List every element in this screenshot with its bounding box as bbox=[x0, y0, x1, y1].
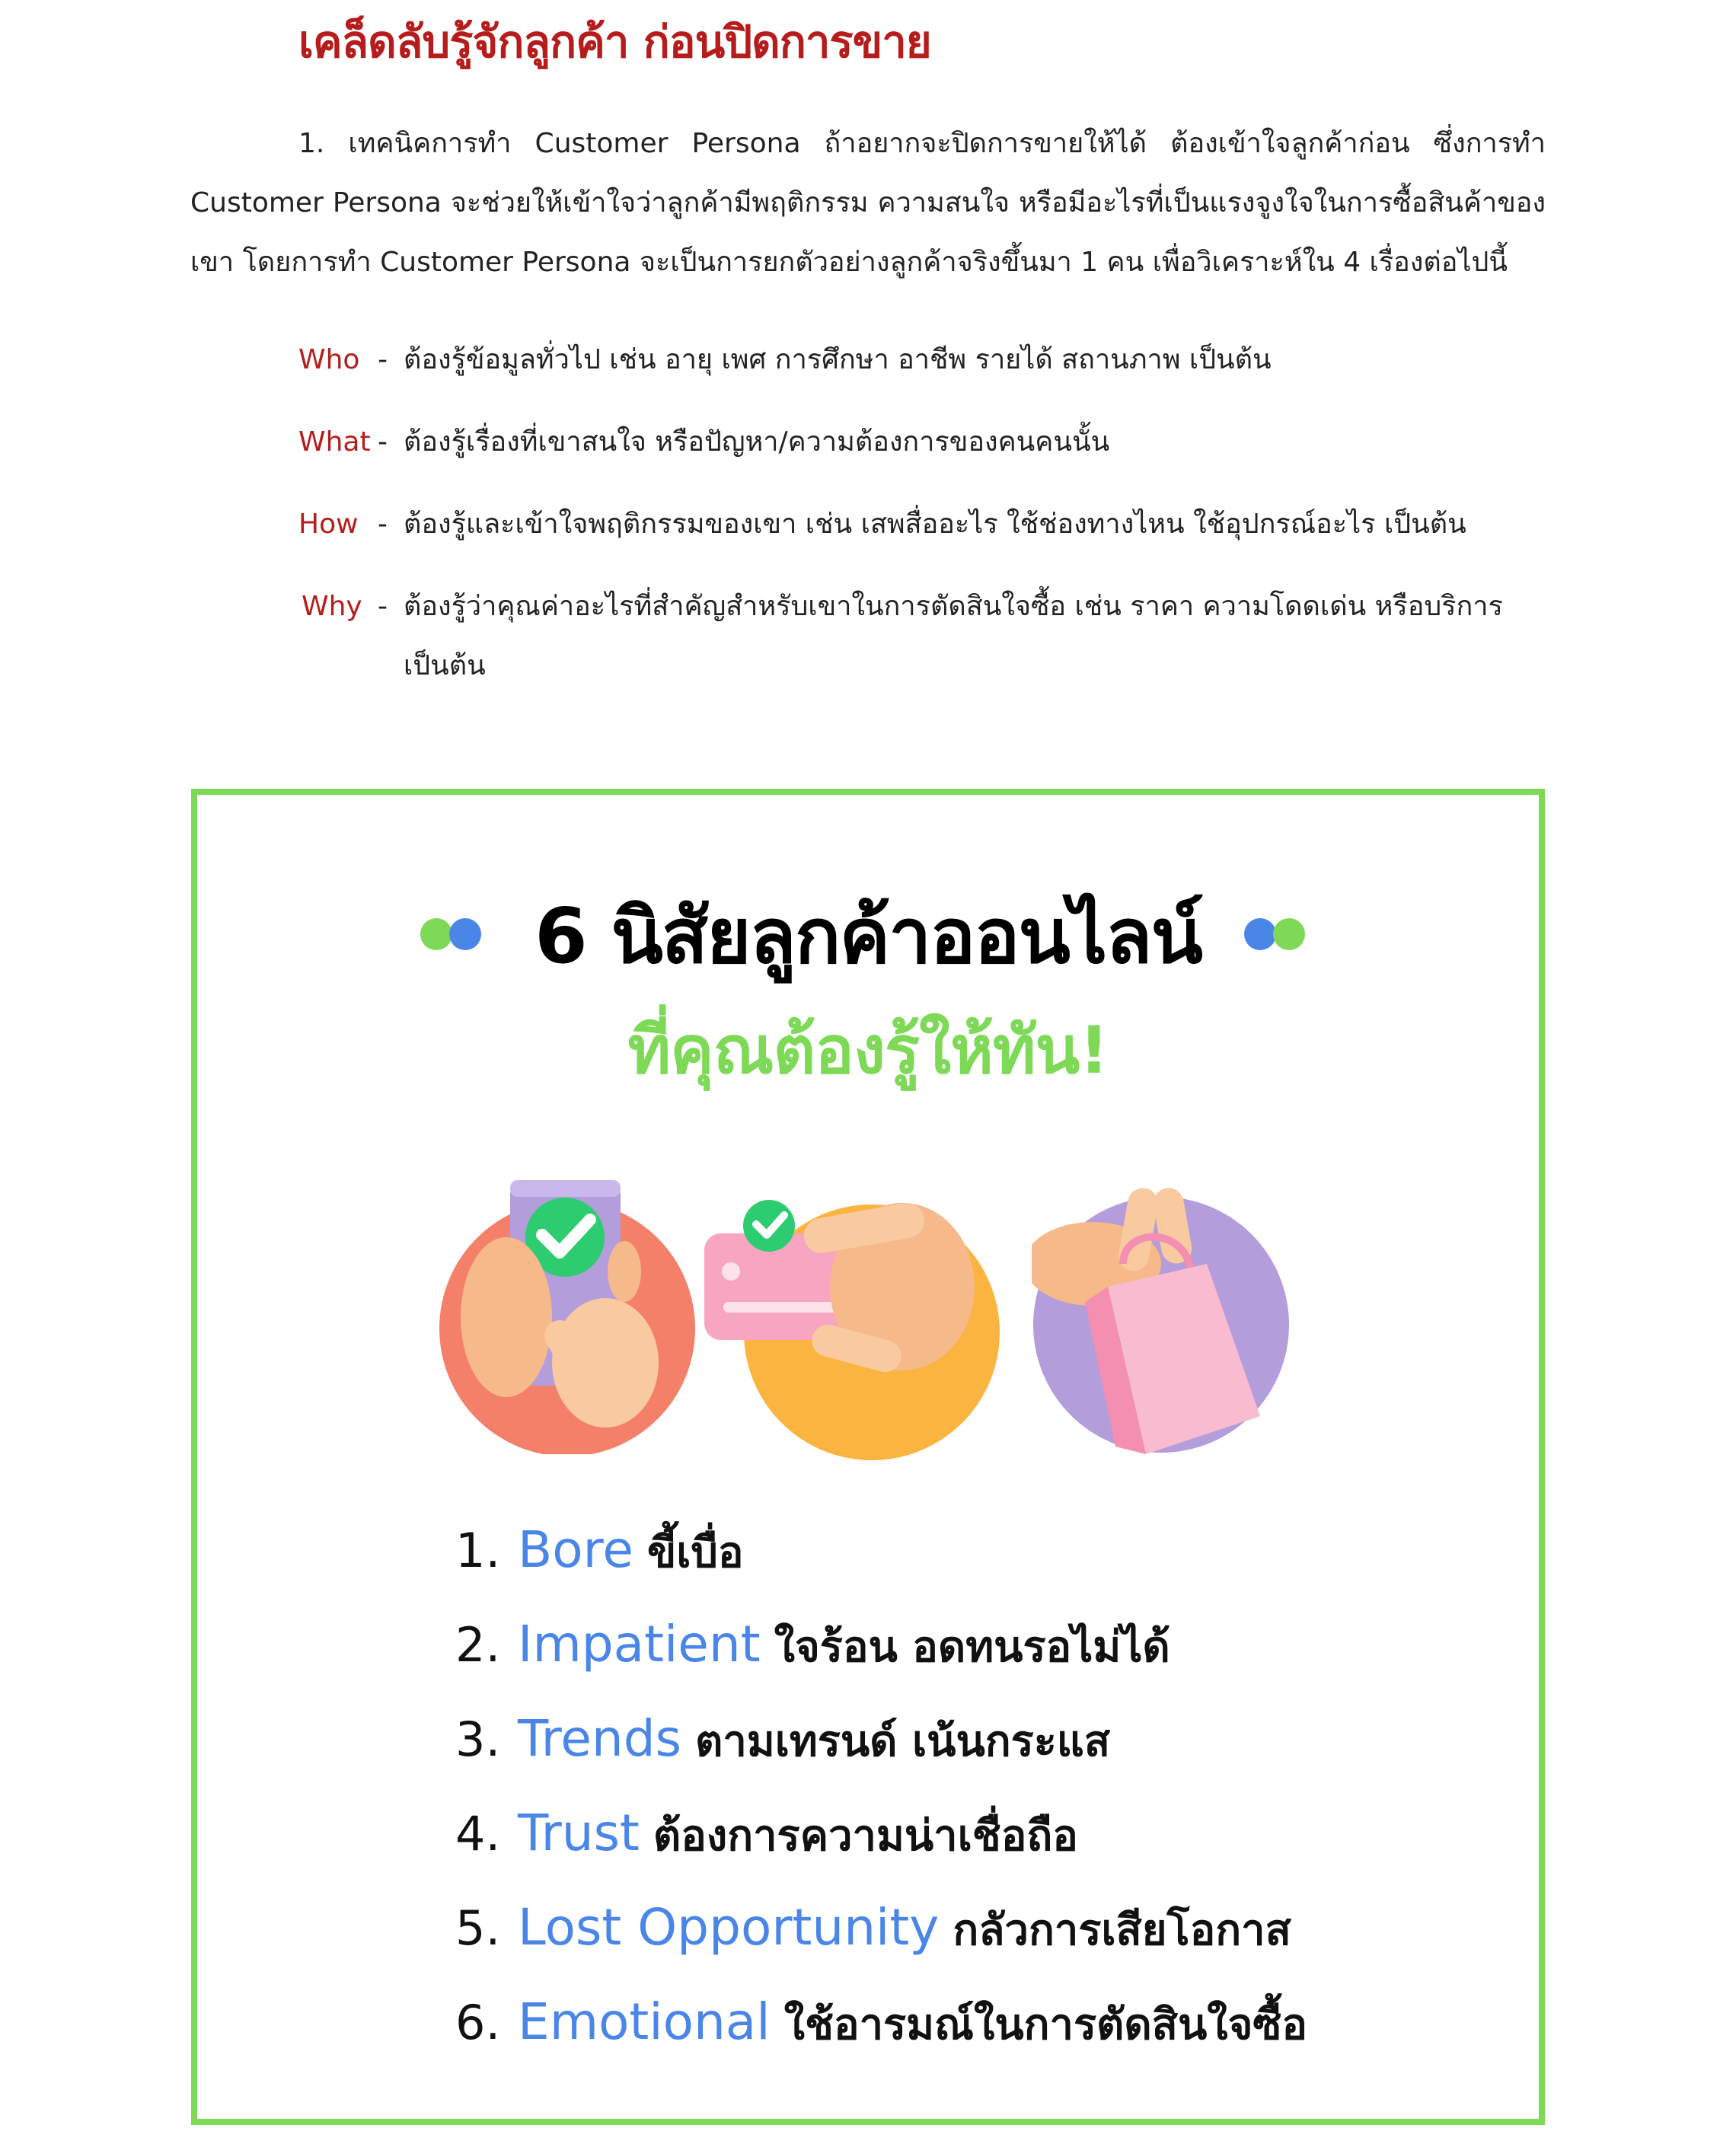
item-english: Bore bbox=[518, 1520, 633, 1579]
list-item bbox=[455, 1515, 1597, 1609]
list-item bbox=[455, 1893, 1597, 1987]
infographic-heading: 6 นิสัยลูกค้าออนไลน์ bbox=[535, 892, 1201, 981]
wh-label: Who bbox=[298, 344, 360, 375]
item-thai: ตามเทรนด์ เน้นกระแส bbox=[695, 1717, 1111, 1766]
item-english: Lost Opportunity bbox=[518, 1898, 940, 1957]
wh-desc: ต้องรู้ว่าคุณค่าอะไรที่สำคัญสำหรับเขาในการตัดสินใจซื้อ เช่น ราคา ความโดดเด่น หรือบริการ เป็นต้น bbox=[404, 591, 1503, 681]
wh-dash: - bbox=[378, 344, 388, 375]
wh-dash: - bbox=[378, 509, 388, 540]
phone-check-icon bbox=[434, 1165, 700, 1454]
infographic-subheading: ที่คุณต้องรู้ให้ทัน! bbox=[627, 1013, 1109, 1089]
wh-label: Why bbox=[302, 591, 362, 622]
item-english: Emotional bbox=[518, 1992, 771, 2051]
item-english: Impatient bbox=[518, 1615, 761, 1673]
item-number: 1. bbox=[455, 1523, 501, 1578]
item-english: Trends bbox=[518, 1709, 682, 1768]
shopping-bag-icon bbox=[1032, 1172, 1298, 1462]
item-number: 3. bbox=[455, 1712, 501, 1767]
article-title: เคล็ดลับรู้จักลูกค้า ก่อนปิดการขาย bbox=[298, 16, 931, 68]
list-item bbox=[455, 1704, 1597, 1798]
wh-dash: - bbox=[378, 426, 388, 458]
item-thai: กลัวการเสียโอกาส bbox=[953, 1906, 1291, 1955]
credit-card-icon bbox=[697, 1172, 1001, 1462]
wh-desc: ต้องรู้ข้อมูลทั่วไป เช่น อายุ เพศ การศึกษา อาชีพ รายได้ สถานภาพ เป็นต้น bbox=[404, 344, 1272, 375]
list-item bbox=[455, 1987, 1597, 2082]
wh-desc: ต้องรู้และเข้าใจพฤติกรรมของเขา เช่น เสพสื่ออะไร ใช้ช่องทางไหน ใช้อุปกรณ์อะไร เป็นต้น bbox=[404, 509, 1466, 540]
item-english: Trust bbox=[518, 1804, 640, 1862]
wh-dash: - bbox=[378, 591, 388, 622]
item-number: 2. bbox=[455, 1617, 501, 1673]
item-number: 4. bbox=[455, 1806, 501, 1861]
wh-desc: ต้องรู้เรื่องที่เขาสนใจ หรือปัญหา/ความต้องการของคนคนนั้น bbox=[404, 426, 1110, 458]
list-item bbox=[455, 1798, 1597, 1893]
item-number: 6. bbox=[455, 1995, 501, 2050]
item-number: 5. bbox=[455, 1900, 501, 1956]
habits-list bbox=[455, 1515, 1597, 2082]
item-thai: ต้องการความน่าเชื่อถือ bbox=[653, 1811, 1078, 1861]
intro-paragraph: 1. เทคนิคการทำ Customer Persona ถ้าอยากจะปิดการขายให้ได้ ต้องเข้าใจลูกค้าก่อน ซึ่งการทำ Customer Persona จะช่วยให้เข้าใจว่าลูกค้ามีพฤติกรรม ความสนใจ หรือมีอะไรที่เป็นแรงจูงใจในการซื้อสินค้าของเขา โดยการทำ Customer Persona จะเป็นการยกตัวอย่างลูกค้าจริงขึ้นมา 1 คน เพื่อวิเคราะห์ใน 4 เรื่องต่อไปนี้ bbox=[190, 128, 1546, 278]
item-thai: ใช้อารมณ์ในการตัดสินใจซื้อ bbox=[783, 2000, 1308, 2050]
item-thai: ใจร้อน อดทนรอไม่ได้ bbox=[774, 1622, 1170, 1672]
item-thai: ขี้เบื่อ bbox=[646, 1528, 744, 1578]
wh-label: What bbox=[298, 426, 371, 458]
wh-label: How bbox=[298, 509, 359, 540]
list-item bbox=[455, 1609, 1597, 1704]
